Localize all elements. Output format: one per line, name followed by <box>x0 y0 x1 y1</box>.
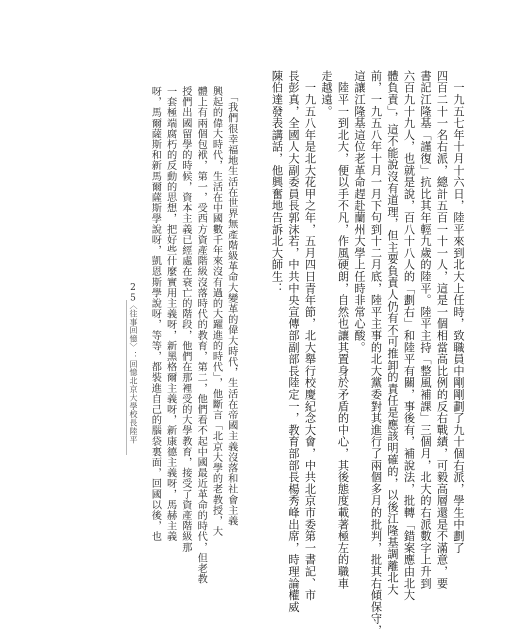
running-head-divider <box>126 300 127 455</box>
main-body-text: 一九五七年十月十六日，陸平來到北大上任時，致職員中剛剛劃了九十個右派，學生中劃了 四百二十一名右派，總計五百一十一人，這是一個相當高比例的反右戰績，可毅高層還是不滿意，要 書記江隆基「謹復」抗比其年輕九歲的陸平。陸平主持「整風補課」三個月，北大的右派數字上升到 六百九十九人，也就是說，百八十八人的「劃右」和陸平有關，事後有，補說法，批轉「錯案應由北大 體負責」，這不能說沒有道理，但主要負責人仍有不可推卸的責任是應該明確的，以後江隆基調離北大 前，一九五八年十月一月下句到十二月底，陸平主事的北大黨委對其進行了兩個多月的批判，批其右傾保守， 這讓江隆基這位老革命趕赴蘭州大學上任時非常心酸。 陸平一到北大，便以手不凡，作風硬朗，自然也讓其置身於矛盾的中心，其後態度載著極左的職車 走越遠。 一九五八年是北大花甲之年，五月四日青年節，北大舉行校慶紀念大會，中共北京市委第一書記、市 長彭真，全國人大副委員長郭沫若，中共中央宣傳部副部長陸定一，教育部部長楊秀峰出席，時理論權威 陳伯達發表講話，他興奮地告訴北大師生： <box>270 70 465 636</box>
page-number: 25 <box>128 283 138 304</box>
quoted-speech-text: 「我們很幸福地生活在世界無產階級革命大變革的偉大時代，生活在帝國主義沒落和社會主義 興起的偉大時代，生活在中國數千年來沒有過的大躍進的時代」，他斷言「北京大學的老教授，大 體上有兩個包袱，第一，受西方資產階級沒落時代的教育，第二，他們看不起中國最近革命的時代，但老教 授們出國留學的時候，資本主義已經處在衰亡的階段，他們在那裡受的大學教育，接受了資產階級那 一套極端腐朽的反動的思想，把好些什麼實用主義呀，新黑格爾主義呀，新康德主義呀，馬赫主義 呀，馬爾薩斯和新馬爾薩斯學說呀，凱恩斯學說呀，等等，都裝進自己的腦袋裏面，回國以後，也 <box>149 86 237 585</box>
running-head: 〈往事回憶〉：回憶北京大學校長陸平 <box>129 301 138 444</box>
